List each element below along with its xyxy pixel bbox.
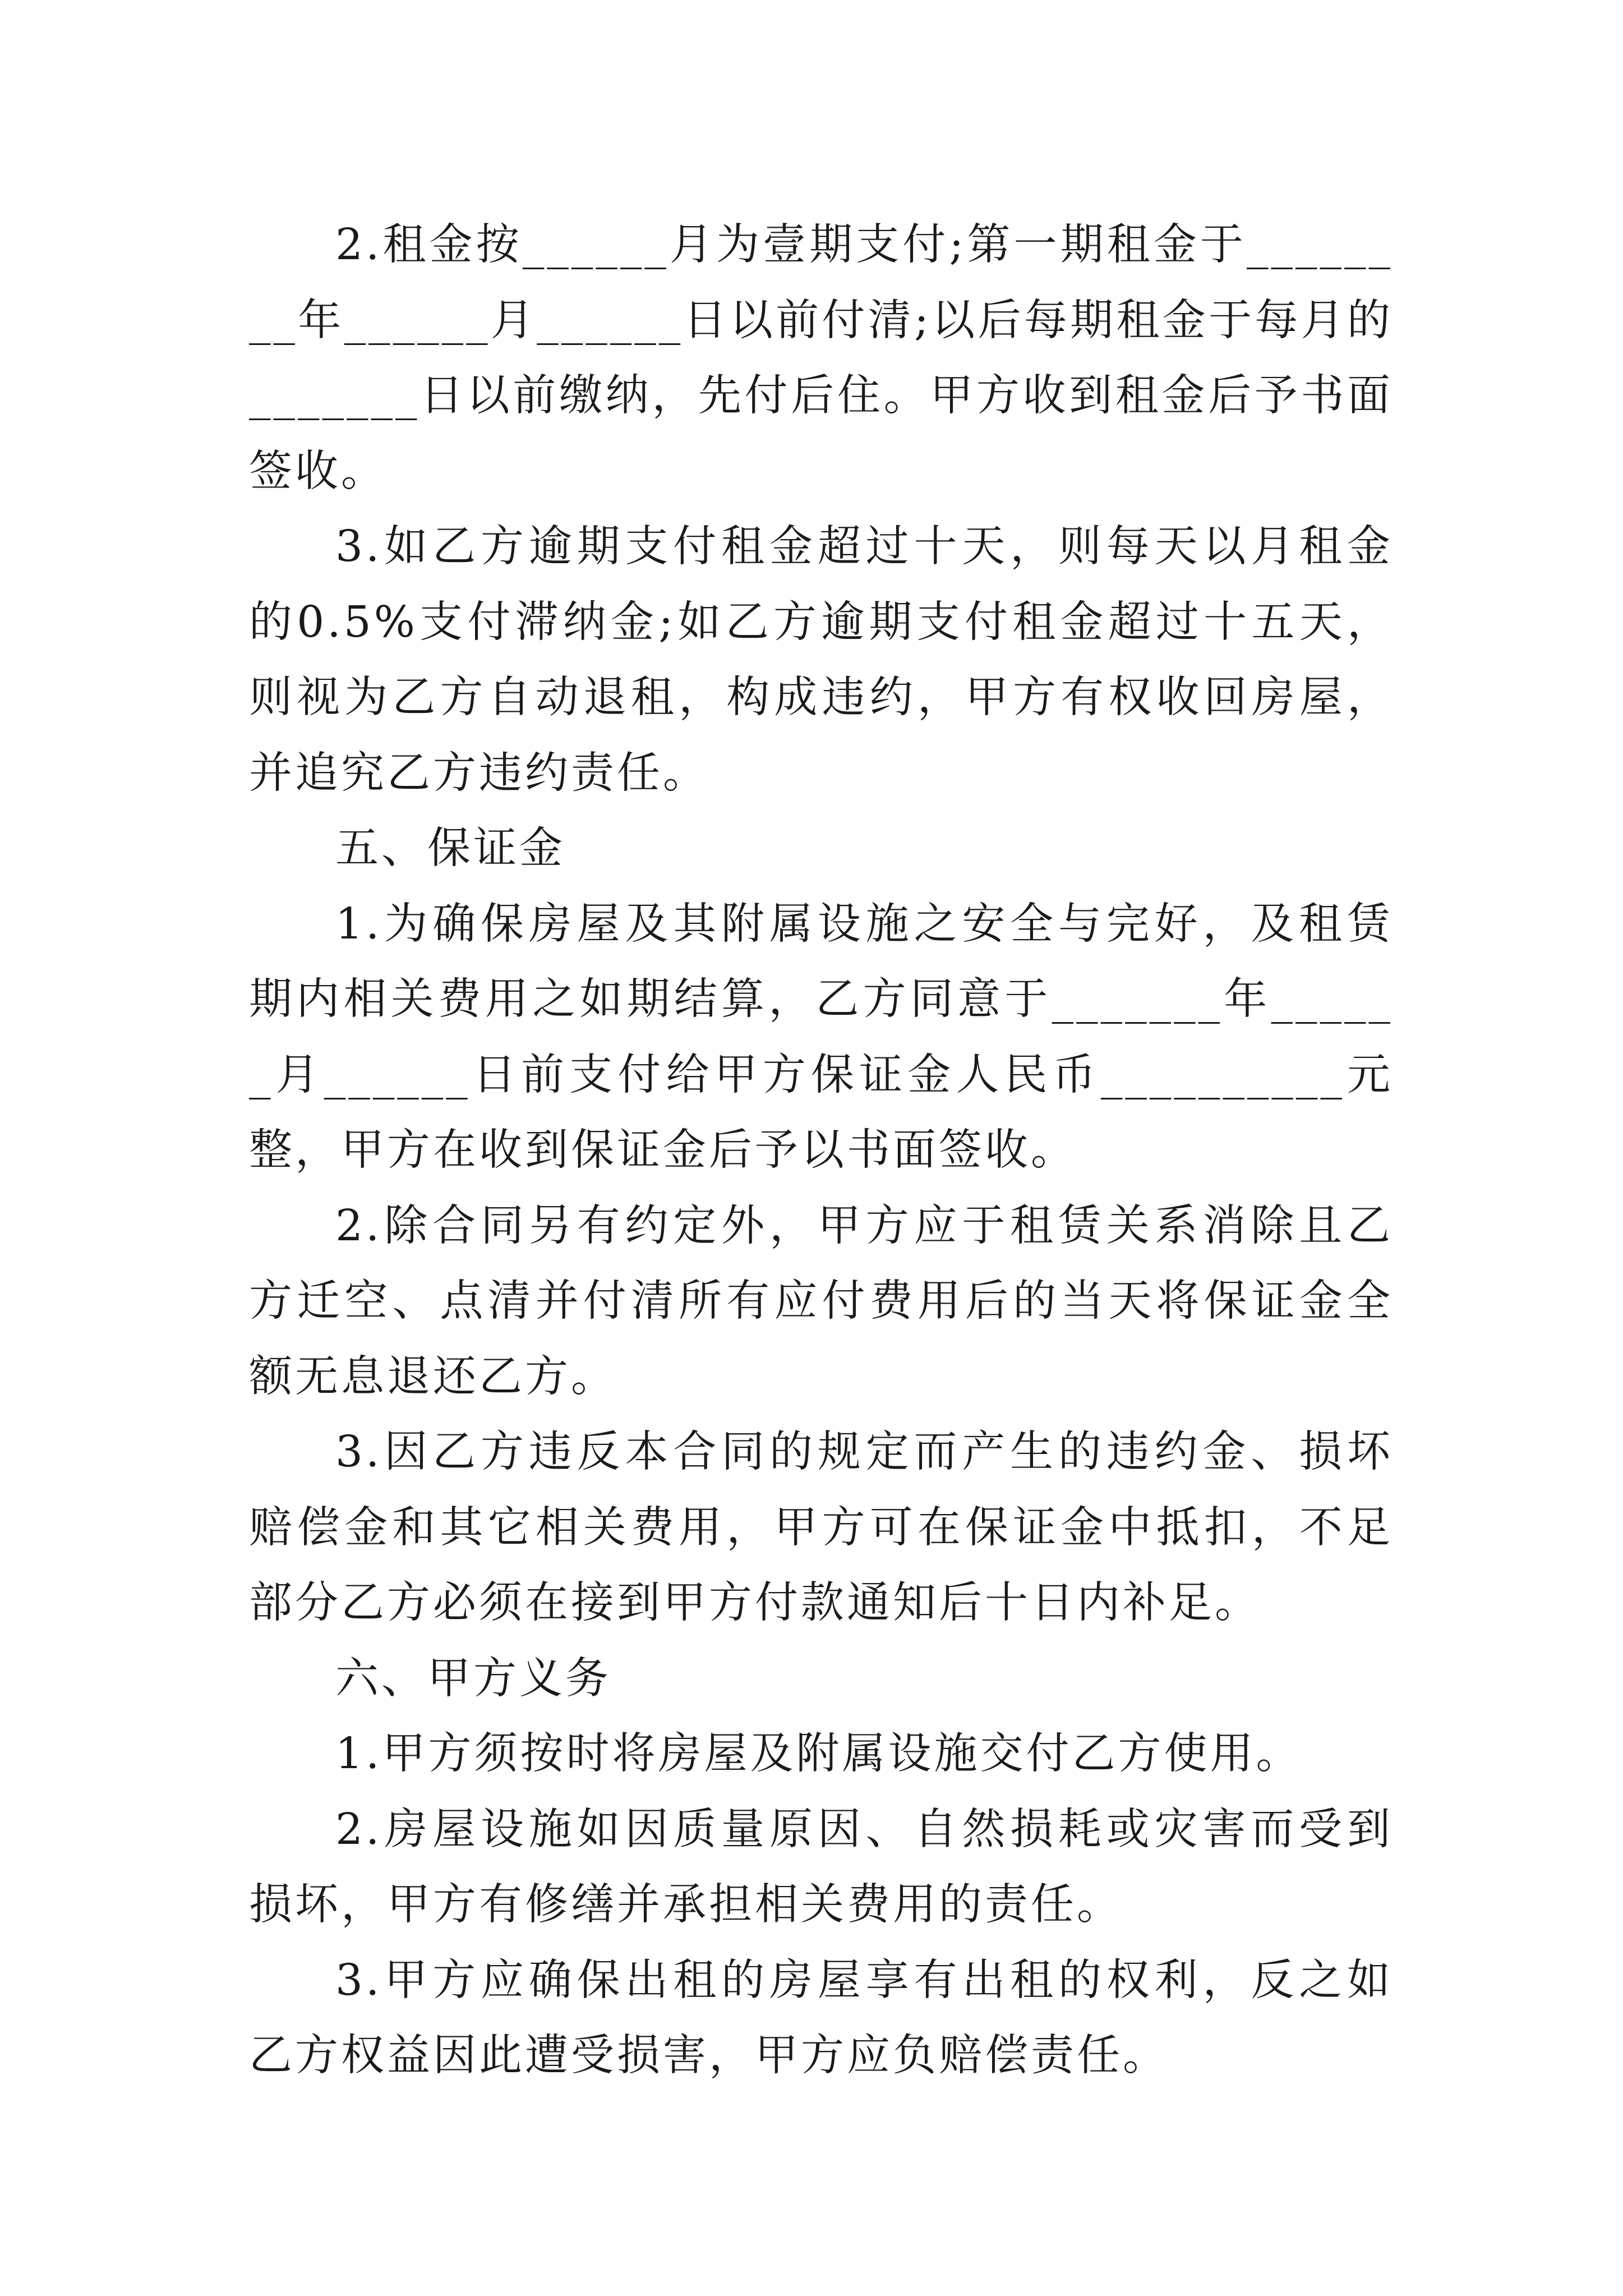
paragraph-deposit-refund: 2.除合同另有约定外，甲方应于租赁关系消除且乙方迁空、点清并付清所有应付费用后的当天将保证金全额无息退还乙方。 bbox=[249, 1200, 1393, 1402]
paragraph-repair: 2.房屋设施如因质量原因、自然损耗或灾害而受到损坏，甲方有修缮并承担相关费用的责任。 bbox=[249, 1804, 1393, 1930]
paragraph-deposit-payment: 1.为确保房屋及其附属设施之安全与完好，及租赁期内相关费用之如期结算，乙方同意于_______年______月______日前支付给甲方保证金人民币__________元整，甲方在收到保证金后予以书面签收。 bbox=[249, 899, 1393, 1175]
section-heading-deposit: 五、保证金 bbox=[335, 823, 565, 873]
paragraph-deposit-deduction: 3.因乙方违反本合同的规定而产生的违约金、损坏赔偿金和其它相关费用，甲方可在保证金中抵扣，不足部分乙方必须在接到甲方付款通知后十日内补足。 bbox=[249, 1427, 1393, 1628]
paragraph-rent-payment-schedule: 2.租金按______月为壹期支付;第一期租金于________年______月______日以前付清;以后每期租金于每月的_______日以前缴纳，先付后住。甲方收到租金后予书面签收。 bbox=[249, 220, 1393, 496]
section-heading-party-a-obligations: 六、甲方义务 bbox=[335, 1653, 611, 1704]
paragraph-handover: 1.甲方须按时将房屋及附属设施交付乙方使用。 bbox=[335, 1729, 1302, 1779]
document-body bbox=[249, 208, 1393, 2094]
paragraph-rental-rights: 3.甲方应确保出租的房屋享有出租的权利，反之如乙方权益因此遭受损害，甲方应负赔偿责任。 bbox=[249, 1955, 1393, 2081]
paragraph-late-payment: 3.如乙方逾期支付租金超过十天，则每天以月租金的0.5%支付滞纳金;如乙方逾期支付租金超过十五天，则视为乙方自动退租，构成违约，甲方有权收回房屋，并追究乙方违约责任。 bbox=[249, 522, 1393, 798]
